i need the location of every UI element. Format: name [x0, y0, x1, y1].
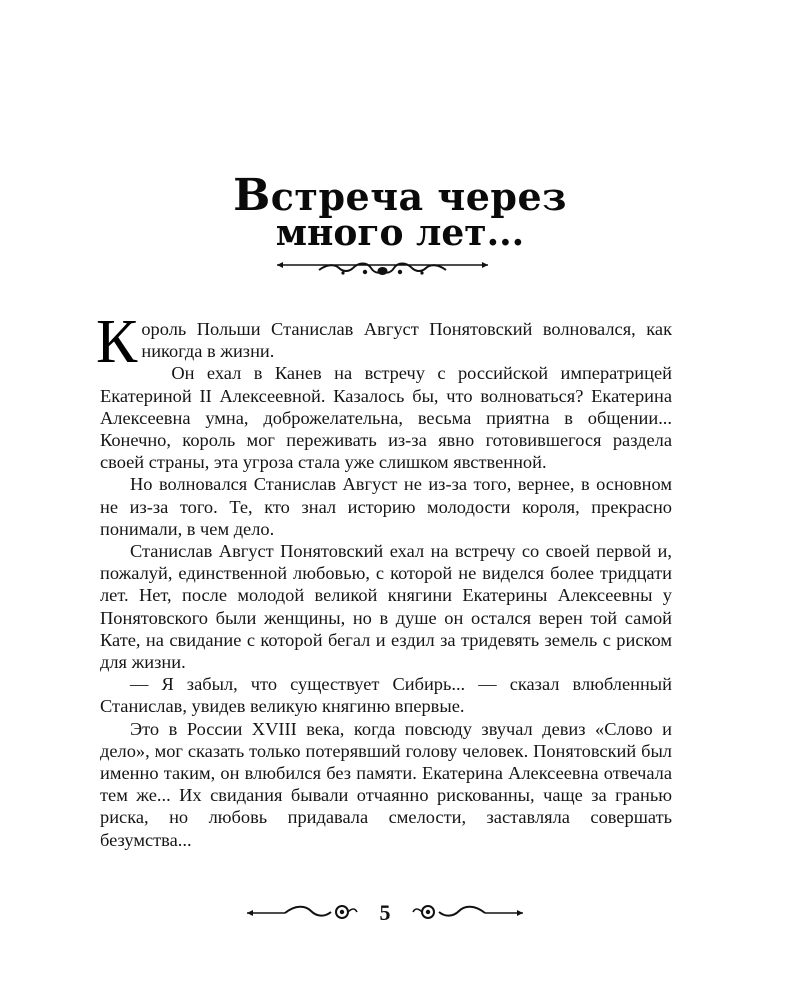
title-capital-letter: В — [233, 170, 271, 221]
chapter-body — [96, 308, 672, 851]
footer-ornament-right-icon — [400, 898, 525, 928]
paragraph-5: — Я забыл, что существует Сибирь... — сказал влюбленный Станислав, увидев великую княгиню впервые. — [100, 674, 672, 717]
drop-cap: К — [96, 308, 138, 376]
page-number: 5 — [379, 900, 391, 925]
paragraph-4: Станислав Август Понятовский ехал на встречу со своей первой и, пожалуй, единственной любовью, с которой не виделся более тридцати лет. Нет, после молодой великой княгини Екатерины Алексеевны у Понятовского были женщины, но в душе он остался верен той самой Кате, на свидание с которой бегал и ездил за тридевять земель с риском для жизни. — [100, 541, 672, 673]
paragraph-1-text: ороль Польши Станислав Август Понятовский волновался, как никогда в жизни. — [141, 319, 672, 362]
page-footer — [245, 898, 525, 928]
paragraph-3: Но волновался Станислав Август не из-за того, вернее, в основном не из-за того. Те, кто знал историю молодости короля, прекрасно понимали, в чем дело. — [100, 474, 672, 539]
paragraph-2: Он ехал в Канев на встречу с российской императрицей Екатериной II Алексеевной. Казалось бы, что волноваться? Екатерина Алексеевна умна, доброжелательна, весьма приятна в общении... Конечно, король мог переживать из-за явно готовившегося раздела своей страны, эта угроза стала уже слишком явственной. — [100, 363, 672, 473]
chapter-title-line-2: много лет... — [275, 212, 525, 254]
paragraph-1 — [96, 308, 672, 376]
title-line-1-text: стреча через — [270, 174, 567, 219]
title-ornament-icon — [275, 256, 490, 280]
paragraph-6: Это в России XVIII века, когда повсюду звучал девиз «Слово и дело», мог сказать только потерявший голову человек. Понятовский был именно таким, он влюбился без памяти. Екатерина Алексеевна отвечала тем же... Их свидания бывали отчаянно рискованны, чаще за гранью риска, но любовь придавала смелости, заставляла совершать безумства... — [100, 718, 672, 850]
